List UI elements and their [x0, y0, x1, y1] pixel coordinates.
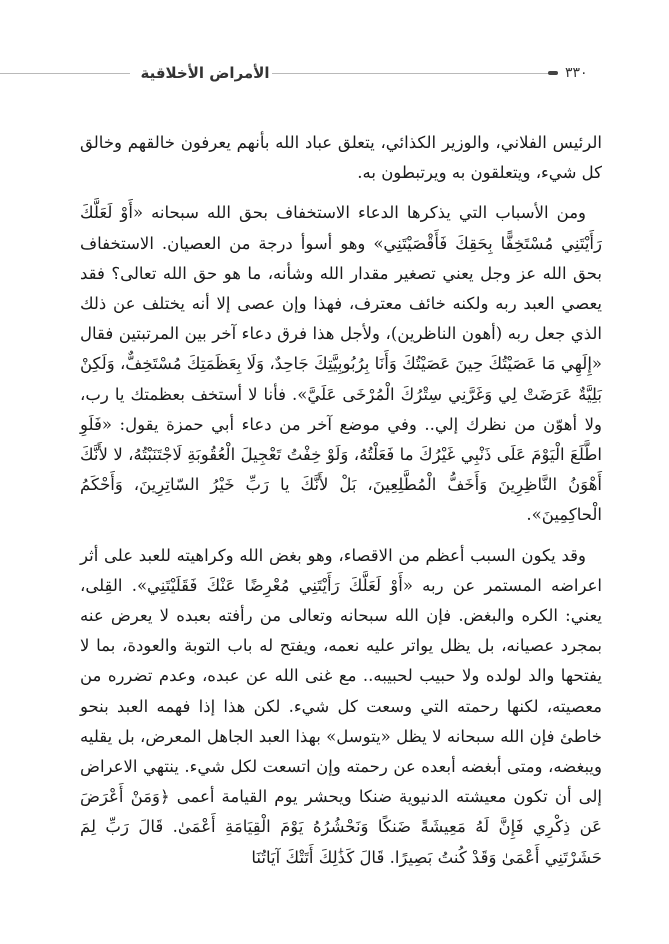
running-title: الأمراض الأخلاقية [140, 64, 270, 82]
page-number: ٣٣٠ [565, 65, 588, 81]
header-rule-left [0, 73, 130, 74]
paragraph-1: الرئيس الفلاني، والوزير الكذائي، يتعلق عباد الله بأنهم يعرفون خالقهم وخالق كل شيء، ويتعلقون به ويرتبطون به. [80, 133, 602, 183]
page-header [0, 58, 669, 88]
paragraph-3: وقد يكون السبب أعظم من الاقصاء، وهو بغض الله وكراهيته للعبد على أثر اعراضه المستمر عن ربه «أَوْ لَعَلَّكَ رَأَيْتَنِي مُعْرِضًا عَنْكَ فَقَلَيْتَنِي». القِلى، يعني: الكره والبغض. فإن الله سبحانه وتعالى من رأفته بعبده لا يعرض عنه بمجرد عصيانه، بل يظل يواتر عليه نعمه، ويفتح له باب التوبة والعودة، بما لا يفتحها والد لولده ولا حبيب لحبيبه.. مع غنى الله عن عبده، وعدم تضرره من معصيته، لكنها رحمته التي وسعت كل شيء. لكن هذا إذا فهمه العبد بنحو خاطئ فإن الله سبحانه لا يظل «يتوسل» بهذا العبد الجاهل المعرض، بل يقليه ويبغضه، ومتى أبغضه أبعده عن رحمته وإن اتسعت لكل شيء. ينتهي الاعراض إلى أن تكون معيشته الدنيوية ضنكا ويحشر يوم القيامة أعمى ﴿وَمَنْ أَعْرَضَ عَن ذِكْرِي فَإِنَّ لَهُ مَعِيشَةً ضَنكًا وَنَحْشُرُهُ يَوْمَ الْقِيَامَةِ أَعْمَىٰ. قَالَ رَبِّ لِمَ حَشَرْتَنِي أَعْمَىٰ وَقَدْ كُنتُ بَصِيرًا. قَالَ كَذَٰلِكَ أَتَتْكَ آيَاتُنَا [80, 545, 602, 867]
paragraph-2: ومن الأسباب التي يذكرها الدعاء الاستخفاف بحق الله سبحانه «أَوْ لَعَلَّكَ رَأَيْتَنِي مُسْتَخِفًّا بِحَقِكَ فَأَقْصَيْتَنِي» وهو أسوأ درجة من العصيان. الاستخفاف بحق الله عز وجل يعني تصغير مقدار الله وشأنه، ما هو حق الله تعالى؟ فقد يعصي العبد ربه ولكنه خائف معترف، فهذا وإن عصى إلا أنه يختلف عن ذلك الذي جعل ربه (أهون الناظرين)، ولأجل هذا فرق دعاء آخر بين المرتبتين فقال «إِلَهِي مَا عَصَيْتُكَ حِينَ عَصَيْتُكَ وَأَنَا بِرُبُوبِيَّتِكَ جَاحِدٌ، وَلَا بِعَظَمَتِكَ مُسْتَخِفٌّ، وَلَكِنْ بَلِيَّةٌ عَرَضَتْ لِي وَغَرَّنِي سِتْرُكَ الْمُرْخَى عَلَيَّ». فأنا لا أستخف بعظمتك يا رب، ولا أهوّن من نظرك إلي.. وفي موضع آخر من دعاء أبي حمزة يقول: «فَلَوِ اطَّلَعَ الْيَوْمَ عَلَى ذَنْبِي غَيْرُكَ ما فَعَلْتُهُ، وَلَوْ خِفْتُ تَعْجِيلَ الْعُقُوبَةِ لَاجْتَنَبْتُهُ، لا لأَنَّكَ أَهْوَنُ النَّاظِرِينَ وَأَخَفُّ الْمُطَّلِعِينَ، بَلْ لأَنَّكَ يا رَبِّ خَيْرُ السّاتِرِينَ، وَأَحْكَمُ الْحاكِمِينَ». [80, 203, 602, 525]
dash-marker-icon [548, 71, 558, 75]
body-text [80, 128, 602, 873]
header-rule-right [272, 73, 550, 74]
